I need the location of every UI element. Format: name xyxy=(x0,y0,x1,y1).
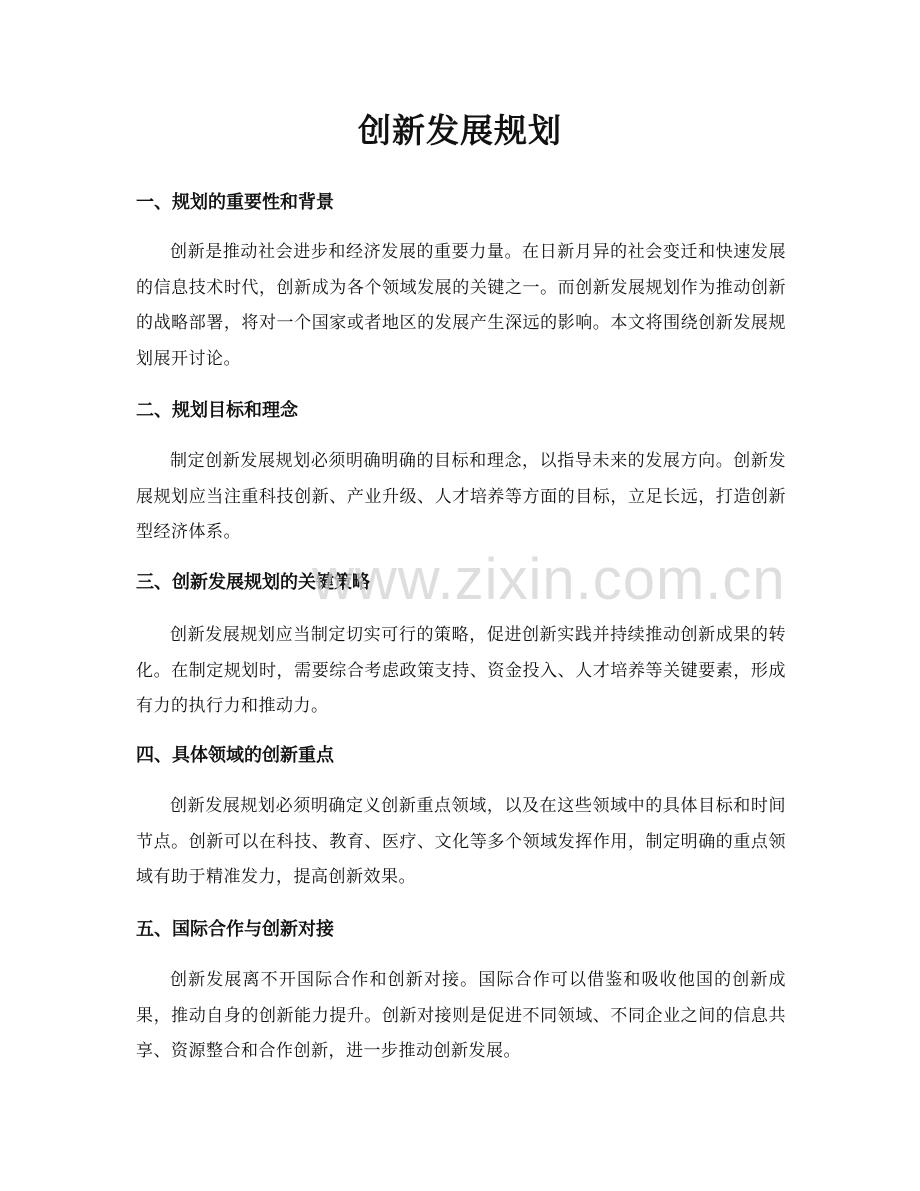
document-title: 创新发展规划 xyxy=(358,111,562,150)
section-paragraph-5: 创新发展离不开国际合作和创新对接。国际合作可以借鉴和吸收他国的创新成果，推动自身的创新能力提升。创新对接则是促进不同领域、不同企业之间的信息共享、资源整合和合作创新，进一步推动创新发展。 xyxy=(136,970,786,1061)
section-heading-2: 二、规划目标和理念 xyxy=(136,400,298,421)
section-heading-4: 四、具体领域的创新重点 xyxy=(136,745,334,766)
section-paragraph-4: 创新发展规划必须明确定义创新重点领域，以及在这些领域中的具体目标和时间节点。创新可以在科技、教育、医疗、文化等多个领域发挥作用，制定明确的重点领域有助于精准发力，提高创新效果。 xyxy=(136,796,786,887)
section-heading-5: 五、国际合作与创新对接 xyxy=(136,919,334,940)
watermark: www.zixin.com.cn xyxy=(312,547,786,612)
section-heading-1: 一、规划的重要性和背景 xyxy=(136,192,334,213)
section-paragraph-1: 创新是推动社会进步和经济发展的重要力量。在日新月异的社会变迁和快速发展的信息技术时代，创新成为各个领域发展的关键之一。而创新发展规划作为推动创新的战略部署，将对一个国家或者地区的发展产生深远的影响。本文将围绕创新发展规划展开讨论。 xyxy=(136,242,786,369)
section-paragraph-3: 创新发展规划应当制定切实可行的策略，促进创新实践并持续推动创新成果的转化。在制定规划时，需要综合考虑政策支持、资金投入、人才培养等关键要素，形成有力的执行力和推动力。 xyxy=(136,625,786,716)
section-heading-3: 三、创新发展规划的关键策略 xyxy=(136,572,370,593)
section-paragraph-2: 制定创新发展规划必须明确明确的目标和理念，以指导未来的发展方向。创新发展规划应当注重科技创新、产业升级、人才培养等方面的目标，立足长远，打造创新型经济体系。 xyxy=(136,451,786,542)
